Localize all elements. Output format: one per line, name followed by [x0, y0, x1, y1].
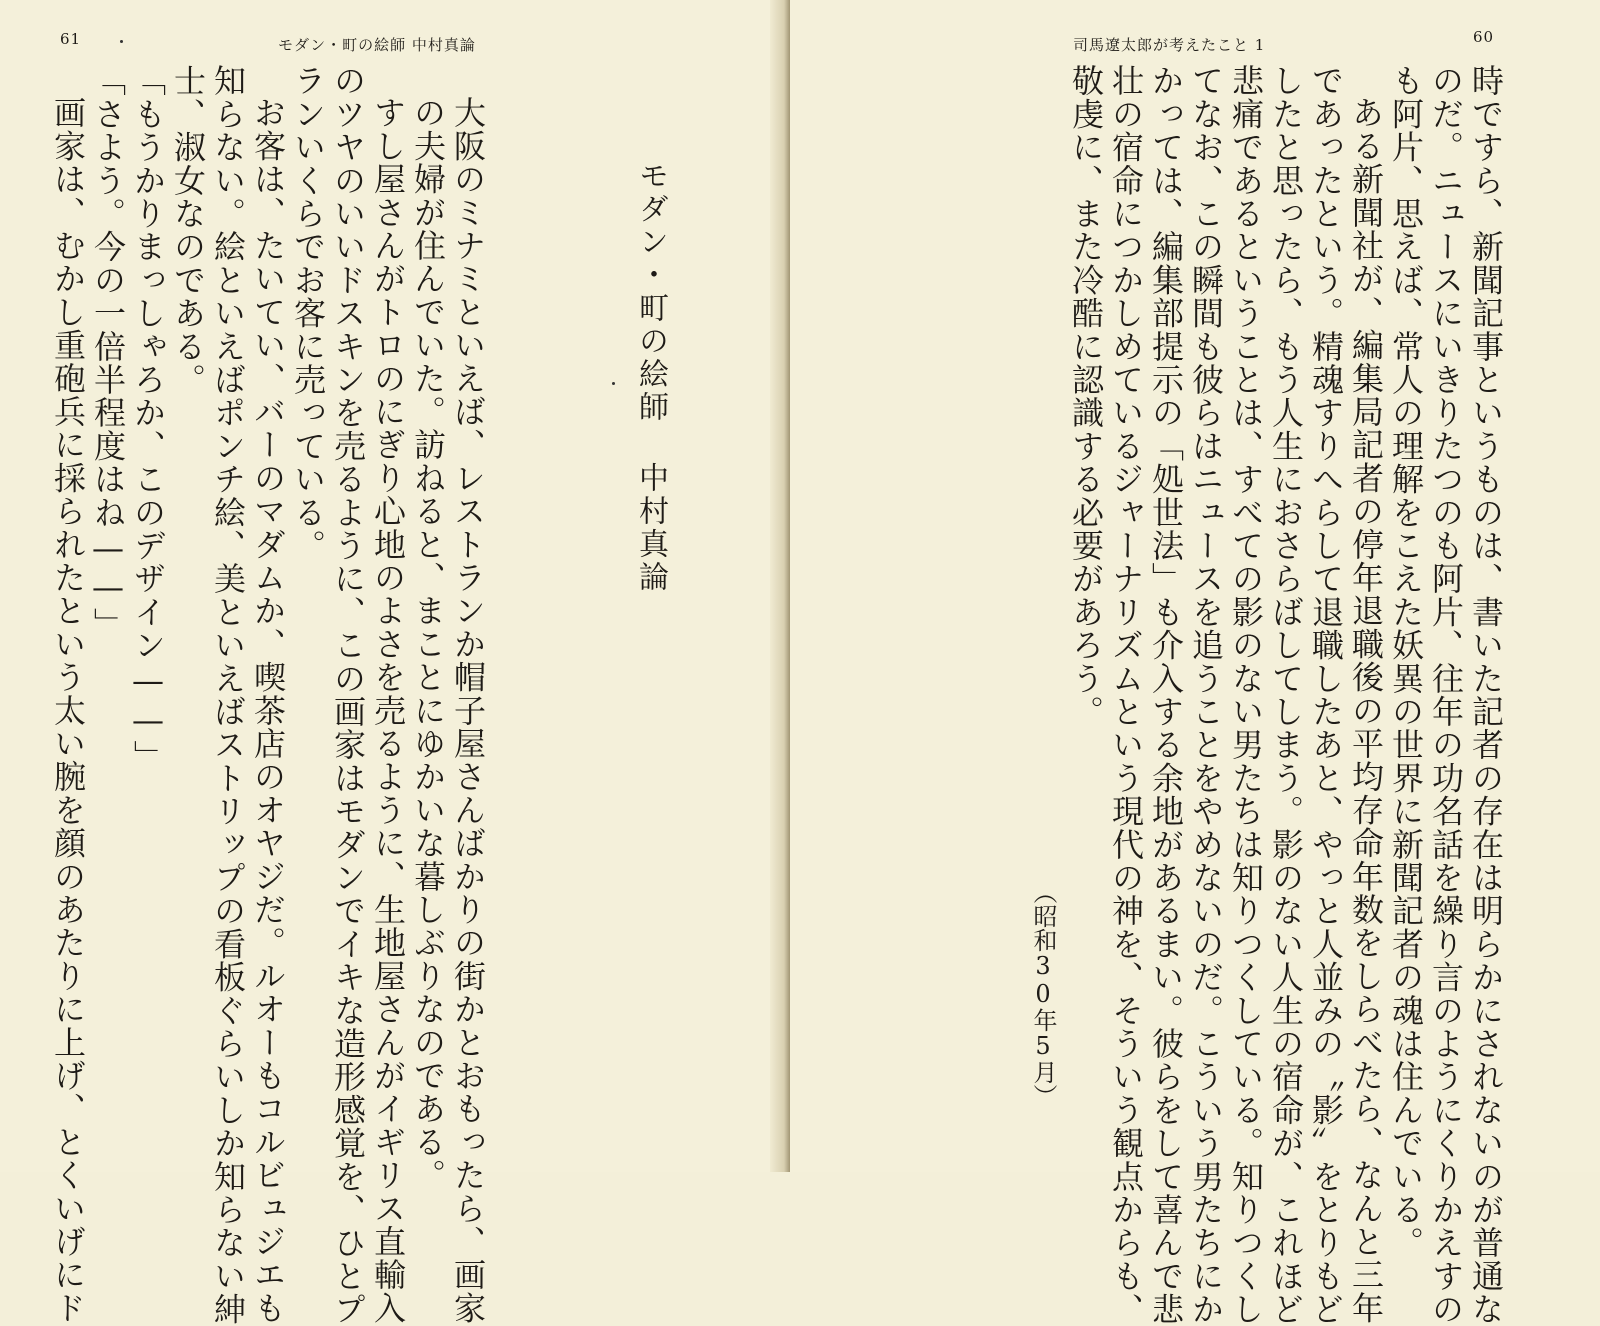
essay-title: モダン・町の絵師 中村真論: [633, 160, 668, 594]
left-column-11: 画家は、むかし重砲兵に採られたという太い腕を顔のあたりに上げ、とくいげにド: [49, 96, 87, 1325]
right-column-7: 悲痛であるということは、すべての影のない男たちは知りつくしている。知りつくし: [1227, 64, 1265, 1326]
left-column-6: お客は、たいてい、バーのマダムか、喫茶店のオヤジだ。ルオーもコルビュジエも: [249, 96, 287, 1325]
right-column-5: であったという。精魂すりへらして退職したあと、やっと人並みの〝影〟をとりもど: [1307, 64, 1345, 1326]
right-column-3: も阿片、思えば、常人の理解をこえた妖異の世界に新聞記者の魂は住んでいる。: [1387, 64, 1425, 1260]
left-running-header: モダン・町の絵師 中村真論: [278, 36, 476, 54]
right-column-11: 敬虔に、また冷酷に認識する必要があろう。: [1067, 64, 1105, 728]
left-column-5: ランいくらでお客に売っている。: [289, 64, 327, 562]
left-column-8: 士、淑女なのである。: [169, 64, 207, 396]
left-column-9: 「もうかりまっしゃろか、このデザイン——」: [129, 64, 167, 774]
left-column-7: 知らない。絵といえばポンチ絵、美といえばストリップの看板ぐらいしか知らない紳: [209, 64, 247, 1326]
left-column-4: のツヤのいいドスキンを売るように、この画家はモダンでイキな造形感覚を、ひとプ: [329, 64, 367, 1326]
right-column-6: したと思ったら、もう人生におさらばしてしまう。影のない人生の宿命が、これほど: [1267, 64, 1305, 1326]
right-column-1: 時ですら、新聞記事というものは、書いた記者の存在は明らかにされないのが普通な: [1467, 64, 1505, 1326]
right-column-8: てなお、この瞬間も彼らはニュースを追うことをやめないのだ。こういう男たちにか: [1187, 64, 1225, 1326]
paper-speck: [120, 40, 123, 43]
date-signature: （昭和30年5月）: [1029, 880, 1057, 1108]
right-column-4: ある新聞社が、編集局記者の停年退職後の平均存命年数をしらべたら、なんと三年: [1347, 96, 1385, 1325]
right-column-10: 壮の宿命につかしめているジャーナリズムという現代の神を、そういう観点からも、: [1107, 64, 1145, 1326]
right-page-number: 60: [1473, 28, 1495, 46]
right-running-header: 司馬遼太郎が考えたこと 1: [1073, 36, 1266, 54]
left-column-2: の夫婦が住んでいた。訪ねると、まことにゆかいな暮しぶりなのである。: [409, 96, 447, 1192]
right-page: [790, 0, 1600, 1326]
paper-speck: [612, 382, 615, 385]
left-column-10: 「さよう。今の一倍半程度はね——」: [89, 64, 127, 641]
left-page-number: 61: [60, 30, 82, 48]
right-column-2: のだ。ニュースにいきりたつのも阿片、往年の功名話を繰り言のようにくりかえすの: [1427, 64, 1465, 1326]
left-column-3: すし屋さんがトロのにぎり心地のよさを売るように、生地屋さんがイギリス直輸入: [369, 96, 407, 1325]
left-column-1: 大阪のミナミといえば、レストランか帽子屋さんばかりの街かとおもったら、画家: [449, 96, 487, 1325]
left-page: [0, 0, 786, 1326]
right-column-9: かっては、編集部提示の「処世法」も介入する余地があるまい。彼らをして喜んで悲: [1147, 64, 1185, 1326]
